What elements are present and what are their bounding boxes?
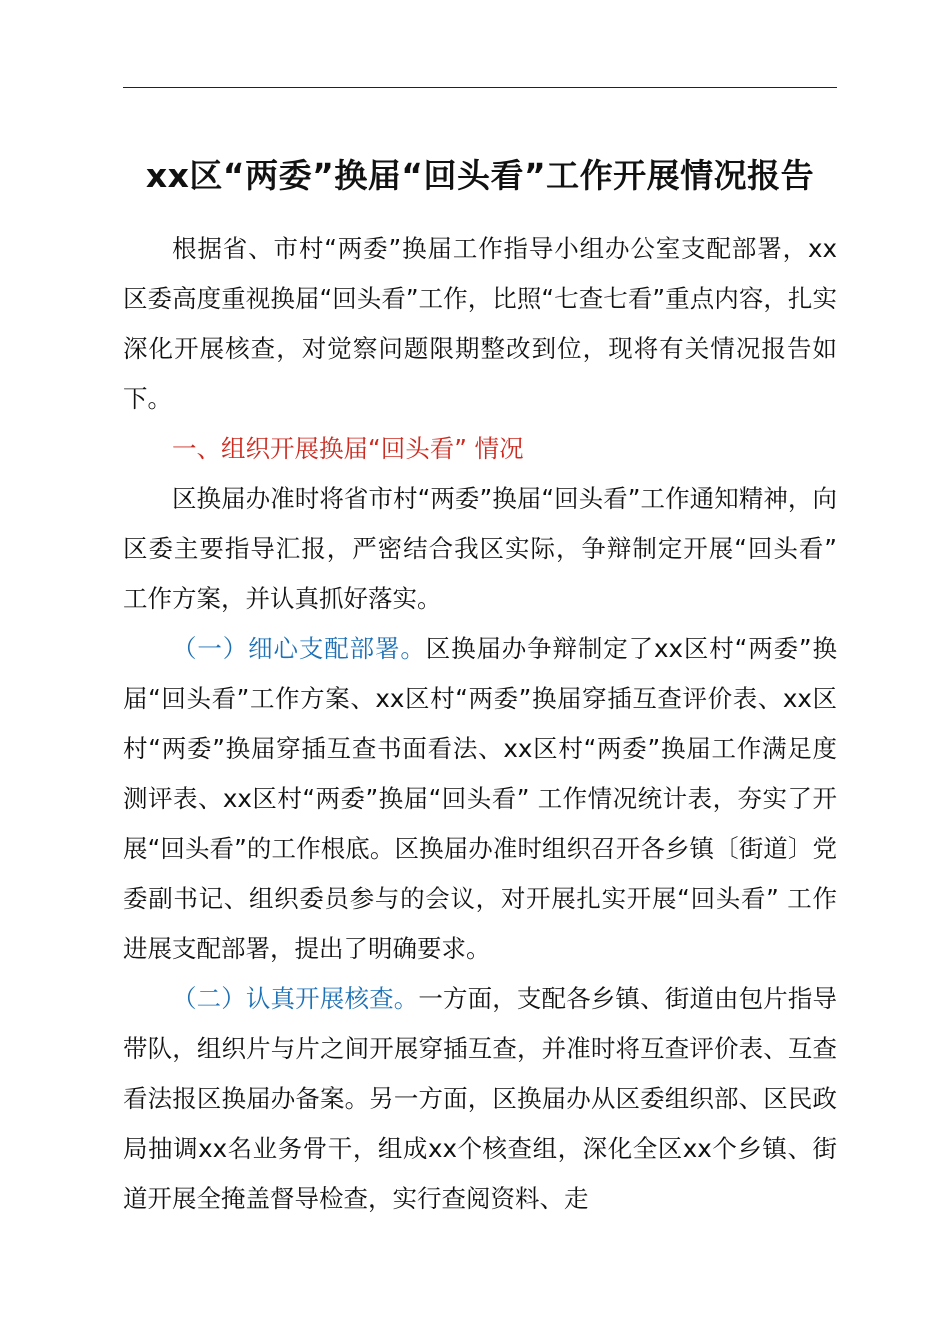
section-1-heading: 一、组织开展换届“回头看” 情况 [172, 434, 524, 463]
subsection-2-heading: （二）认真开展核查。 [172, 984, 419, 1013]
header-rule [123, 87, 837, 88]
subsection-1-text: 区换届办争辩制定了xx区村“两委”换届“回头看”工作方案、xx区村“两委”换届穿插互查评价表、xx区村“两委”换届穿插互查书面看法、xx区村“两委”换届工作满足度测评表、xx区村“两委”换届“回头看” 工作情况统计表，夯实了开展“回头看”的工作根底。区换届办准时组织召开各乡镇〔街道〕党委副书记、组织委员参与的会议，对开展扎实开展“回头看” 工作进展支配部署，提出了明确要求。 [123, 634, 837, 963]
document-body [123, 224, 837, 1224]
document-title: xx区“两委”换届“回头看”工作开展情况报告 [145, 156, 815, 195]
subsection-2-paragraph [123, 974, 837, 1224]
subsection-2-text: 一方面，支配各乡镇、街道由包片指导带队，组织片与片之间开展穿插互查，并准时将互查评价表、互查看法报区换届办备案。另一方面，区换届办从区委组织部、区民政局抽调xx名业务骨干，组成xx个核查组，深化全区xx个乡镇、街道开展全掩盖督导检查，实行查阅资料、走 [123, 984, 838, 1213]
section-1-paragraph: 区换届办准时将省市村“两委”换届“回头看”工作通知精神，向区委主要指导汇报，严密结合我区实际，争辩制定开展“回头看” 工作方案，并认真抓好落实。 [123, 484, 837, 613]
subsection-1-heading: （一）细心支配部署。 [172, 634, 426, 663]
intro-paragraph: 根据省、市村“两委”换届工作指导小组办公室支配部署，xx区委高度重视换届“回头看”工作，比照“七查七看”重点内容，扎实深化开展核查，对觉察问题限期整改到位，现将有关情况报告如下。 [123, 234, 837, 413]
subsection-1-paragraph [123, 624, 837, 974]
